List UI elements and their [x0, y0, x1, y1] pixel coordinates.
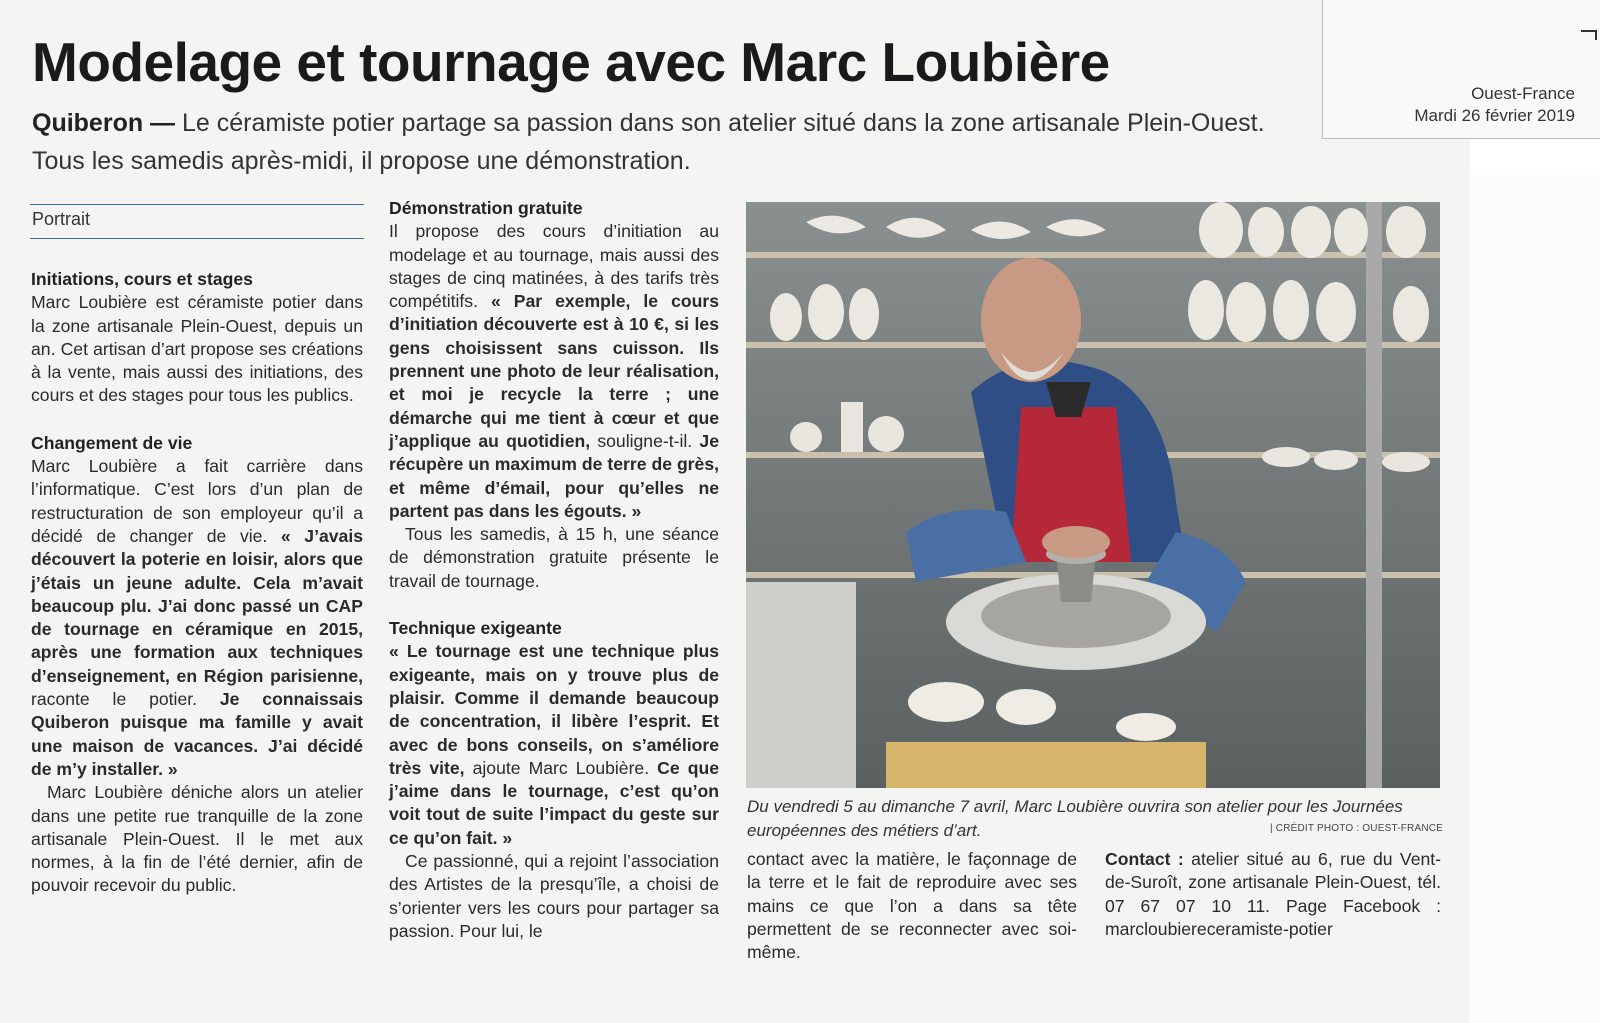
photo-caption: Du vendredi 5 au dimanche 7 avril, Marc Loubière ouvrira son atelier pour les Journées européennes des métiers d’art. [747, 797, 1403, 840]
paragraph: « Le tournage est une technique plus exigeante, mais on y trouve plus de plaisir. Comme il demande beaucoup de concentration, il libère l’esprit. Et avec de bons conseils, on s’améliore très vite, ajoute Marc Loubière. Ce que j’aime dans le tournage, c’est qu’on voit tout de suite l’impact du geste sur ce qu’on fait. » [389, 641, 719, 848]
rubric-rule-bottom [30, 238, 364, 239]
paragraph: Marc Loubière a fait carrière dans l’informatique. C’est lors d’un plan de restructuration de son employeur qu’il a décidé de changer de vie. « J’avais découvert la poterie en loisir, alors que j’étais un jeune adulte. Cela m’avait beaucoup plu. J’ai donc passé un CAP de tournage en céramique en 2015, après une formation aux techniques d’enseignement, en Région parisienne, raconte le potier. Je connaissais Quiberon puisque ma famille y avait une maison de vacances. J’ai décidé de m’y installer. » [31, 456, 364, 779]
paragraph: Tous les samedis, à 15 h, une séance de démonstration gratuite présente le travail de tournage. [389, 524, 719, 591]
paragraph: Ce passionné, qui a rejoint l’association des Artistes de la presqu’île, a choisi de s’orienter vers les cours pour partager sa passion. Pour lui, le [389, 851, 719, 941]
source-name: Ouest-France [1471, 84, 1575, 103]
column-2 [389, 197, 719, 943]
lead-paragraph [32, 104, 1322, 180]
source-date: Mardi 26 février 2019 [1414, 106, 1575, 125]
subheading: Initiations, cours et stages [31, 269, 253, 289]
pipe [1366, 202, 1382, 788]
source-box [1322, 0, 1600, 139]
wooden-board [886, 742, 1206, 788]
dateline: Quiberon — [32, 109, 176, 137]
column-4 [1105, 848, 1441, 941]
headline: Modelage et tournage avec Marc Loubière [32, 31, 1110, 93]
shelf [746, 342, 1440, 348]
crop-mark [1581, 30, 1597, 40]
paragraph: Il propose des cours d’initiation au modelage et au tournage, mais aussi des stages de cinq matinées, à des tarifs très compétitifs. « Par exemple, le cours d’initiation découverte est à 10 €, si les gens choisissent sans cuisson. Ils prennent une photo de leur réalisation, et moi je recycle la terre ; une démarche qui me tient à cœur et que j’applique au quotidien, souligne-t-il. Je récupère un maximum de terre de grès, et même d’émail, pour qu’elles ne partent pas dans les égouts. » [389, 221, 719, 521]
page-margin [1470, 175, 1600, 1023]
photo-potter-at-wheel [746, 202, 1440, 788]
column-3 [747, 848, 1077, 964]
rubric-label: Portrait [32, 209, 91, 229]
subheading: Changement de vie [31, 432, 193, 453]
subheading: Technique exigeante [389, 618, 562, 639]
paragraph: contact avec la matière, le façonnage de la terre et le fait de reproduire avec ses mains ce que l’on a dans sa tête permettent de se reconnecter avec soi-même. [747, 849, 1077, 963]
bench [746, 582, 856, 788]
paragraph: Marc Loubière déniche alors un atelier dans une petite rue tranquille de la zone artisanale Plein-Ouest. Il le met aux normes, à la fin de l’été dernier, afin de pouvoir recevoir du public. [31, 782, 363, 896]
head [981, 258, 1081, 382]
column-1 [31, 268, 363, 898]
rubric-rule-top [30, 204, 364, 205]
lead-text: Le céramiste potier partage sa passion dans son atelier situé dans la zone artisanale Plein-Ouest. Tous les samedis après-midi, il propose une démonstration. [32, 109, 1265, 175]
shelf [746, 252, 1440, 258]
contact-info: Contact : atelier situé au 6, rue du Vent-de-Suroît, zone artisanale Plein-Ouest, tél. 07 67 07 10 11. Page Facebook : marcloubiereceramiste-potier [1105, 849, 1442, 939]
hands [1042, 526, 1110, 558]
potter-illustration [746, 202, 1440, 788]
photo-credit: | CRÉDIT PHOTO : OUEST-FRANCE [1270, 823, 1444, 834]
paragraph: Marc Loubière est céramiste potier dans la zone artisanale Plein-Ouest, depuis un an. Cet artisan d’art propose ses créations à la vente, mais aussi des initiations, des cours et des stages pour tous les publics. [31, 292, 363, 406]
subheading: Démonstration gratuite [389, 198, 583, 218]
